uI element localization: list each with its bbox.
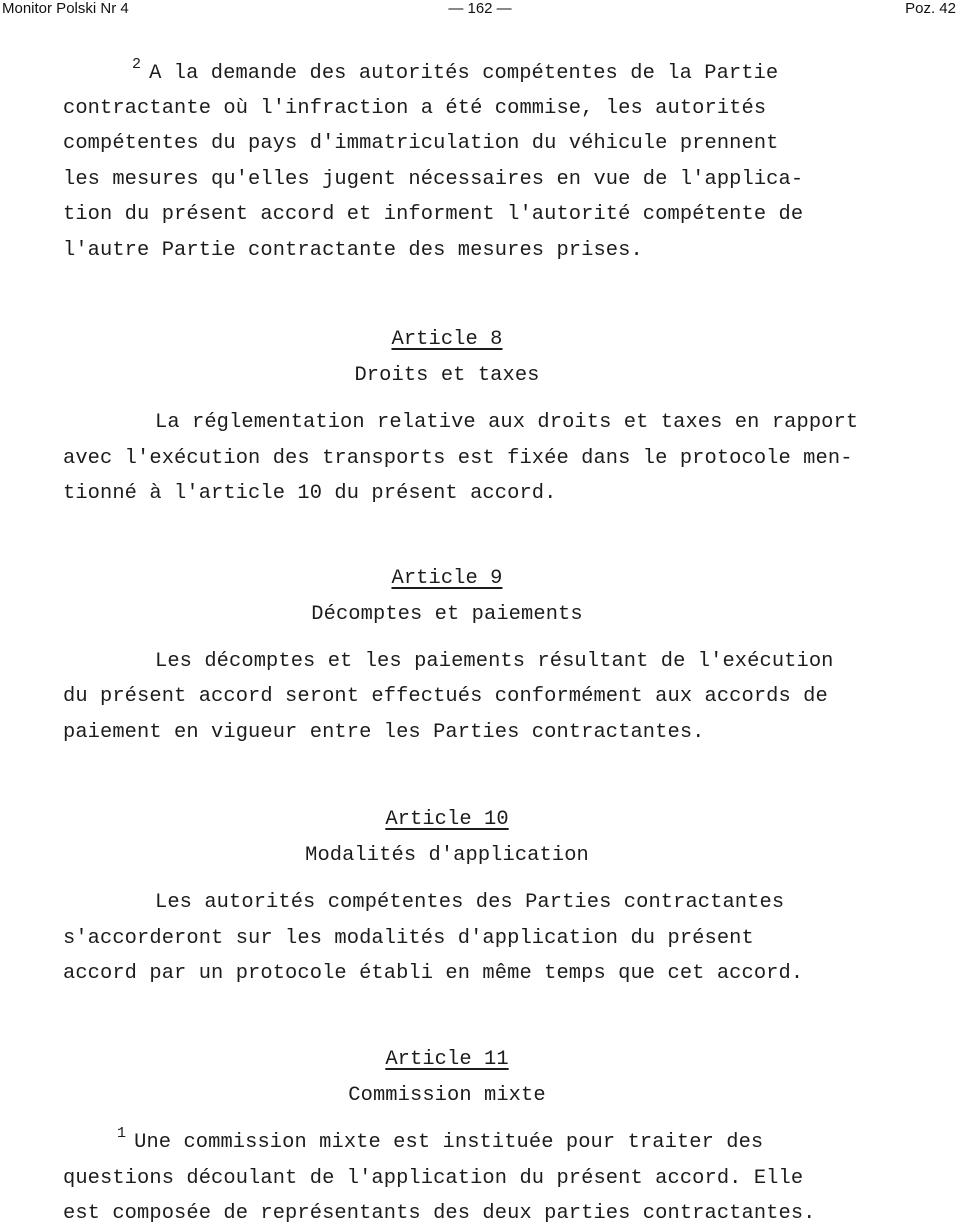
article-subtitle: Droits et taxes — [354, 364, 540, 387]
paragraph-line: s'accorderont sur les modalités d'application du présent — [63, 927, 754, 950]
paragraph-line: les mesures qu'elles jugent nécessaires en vue de l'applica- — [63, 168, 804, 191]
article-heading: Article 10 — [385, 808, 509, 831]
article-heading: Article 8 — [391, 328, 503, 351]
paragraph-line: $^2$ A la demande des autorités compétentes de la Partie — [132, 56, 779, 85]
article-heading: Article 9 — [391, 567, 503, 590]
paragraph-line: compétentes du pays d'immatriculation du véhicule prennent — [63, 132, 779, 155]
paragraph-line: $^1$ Une commission mixte est instituée pour traiter des — [117, 1125, 764, 1154]
article-heading: Article 11 — [385, 1048, 509, 1071]
paragraph-line: paiement en vigueur entre les Parties contractantes. — [63, 721, 705, 744]
paragraph-line: avec l'exécution des transports est fixée dans le protocole men- — [63, 447, 853, 470]
paragraph-line: questions découlant de l'application du présent accord. Elle — [63, 1167, 804, 1190]
paragraph-line: du présent accord seront effectués conformément aux accords de — [63, 685, 828, 708]
publication-title: Monitor Polski Nr 4 — [2, 0, 129, 17]
paragraph-line: accord par un protocole établi en même temps que cet accord. — [63, 962, 804, 985]
article-subtitle: Modalités d'application — [305, 844, 589, 867]
page-number: — 162 — — [448, 0, 512, 17]
paragraph-line: tion du présent accord et informent l'autorité compétente de — [63, 203, 804, 226]
paragraph-line: contractante où l'infraction a été commise, les autorités — [63, 97, 767, 120]
paragraph-line: La réglementation relative aux droits et taxes en rapport — [155, 411, 859, 434]
paragraph-line: Les décomptes et les paiements résultant de l'exécution — [155, 650, 834, 673]
paragraph-line: tionné à l'article 10 du présent accord. — [63, 482, 557, 505]
article-subtitle: Décomptes et paiements — [311, 603, 583, 626]
paragraph-line: Les autorités compétentes des Parties contractantes — [155, 891, 785, 914]
article-subtitle: Commission mixte — [348, 1084, 546, 1107]
paragraph-line: l'autre Partie contractante des mesures prises. — [63, 239, 643, 262]
page-header — [0, 0, 960, 18]
footnote-marker: 1 — [117, 1125, 127, 1142]
paragraph-line: est composée de représentants des deux parties contractantes. — [63, 1202, 816, 1225]
footnote-marker: 2 — [132, 56, 142, 73]
position-number: Poz. 42 — [905, 0, 956, 17]
